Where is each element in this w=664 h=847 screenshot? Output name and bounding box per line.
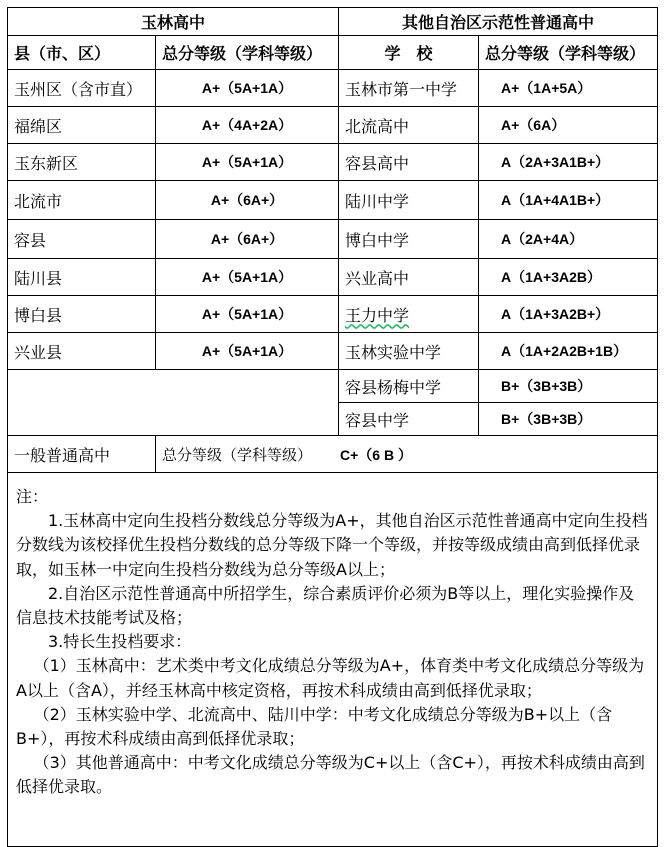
county-grade-cell: A+（5A+1A） (156, 333, 339, 370)
school-cell: 陆川中学 (339, 181, 479, 220)
school-cell: 容县高中 (339, 144, 479, 181)
county-grade-cell: A+（6A+） (156, 181, 339, 220)
other-section-title: 其他自治区示范性普通高中 (339, 8, 658, 36)
county-cell: 福绵区 (8, 107, 156, 144)
note-sub-item: （1）玉林高中：艺术类中考文化成绩总分等级为A+，体育类中考文化成绩总分等级为A以上（含A），并经玉林高中核定资格，再按术科成绩由高到低择优录取； (16, 656, 645, 700)
note-sub-item: （3）其他普通高中：中考文化成绩总分等级为C+以上（含C+），再按术科成绩由高到低择优录取。 (16, 753, 645, 797)
other-grade-column-header: 总分等级（学科等级） (479, 36, 658, 70)
county-grade-cell: A+（4A+2A） (156, 107, 339, 144)
school-cell: 玉林市第一中学 (339, 70, 479, 107)
school-cell: 容县杨梅中学 (339, 370, 479, 403)
county-grade-cell: A+（5A+1A） (156, 296, 339, 333)
notes-section (8, 473, 658, 847)
admission-grade-table (7, 7, 658, 847)
school-grade-cell: B+（3B+3B） (479, 403, 658, 436)
school-cell: 兴业高中 (339, 259, 479, 296)
school-grade-cell: A（2A+3A1B+） (479, 144, 658, 181)
notes-heading: 注： (16, 487, 49, 506)
school-grade-cell: A+（6A） (479, 107, 658, 144)
county-cell: 容县 (8, 220, 156, 259)
yulin-section-title: 玉林高中 (8, 8, 339, 36)
county-grade-cell: A+（6A+） (156, 220, 339, 259)
school-column-header: 学 校 (339, 36, 479, 70)
school-cell: 北流高中 (339, 107, 479, 144)
school-grade-cell: A（1A+3A2B+） (479, 296, 658, 333)
county-grade-cell: A+（5A+1A） (156, 70, 339, 107)
school-cell: 玉林实验中学 (339, 333, 479, 370)
school-grade-cell: A（2A+4A） (479, 220, 658, 259)
county-grade-cell: A+（5A+1A） (156, 144, 339, 181)
county-cell: 陆川县 (8, 259, 156, 296)
yulin-grade-column-header: 总分等级（学科等级） (156, 36, 339, 70)
empty-merged-cell (8, 370, 339, 436)
note-item: 1.玉林高中定向生投档分数线总分等级为A+，其他自治区示范性普通高中定向生投档分数线为该校择优生投档分数线的总分等级下降一个等级，并按等级成绩由高到低择优录取，如玉林一中定向生投档分数线为总分等级A以上； (16, 511, 648, 579)
school-name: 王力中学 (345, 305, 410, 325)
county-cell: 玉州区（含市直） (8, 70, 156, 107)
county-cell: 兴业县 (8, 333, 156, 370)
county-column-header: 县（市、区） (8, 36, 156, 70)
note-sub-item: （2）玉林实验中学、北流高中、陆川中学：中考文化成绩总分等级为B+以上（含B+），再按术科成绩由高到低择优录取； (16, 704, 613, 749)
note-item: 3.特长生投档要求： (48, 632, 192, 652)
note-item: 2.自治区示范性普通高中所招学生，综合素质评价必须为B等以上，理化实验操作及信息技术技能考试及格； (16, 583, 635, 628)
general-school-label: 一般普通高中 (8, 436, 156, 473)
school-cell (339, 296, 479, 333)
school-grade-cell: A（1A+4A1B+） (479, 181, 658, 220)
county-cell: 博白县 (8, 296, 156, 333)
school-grade-cell: B+（3B+3B） (479, 370, 658, 403)
county-cell: 北流市 (8, 181, 156, 220)
general-grade-label: 总分等级（学科等级） (162, 445, 313, 464)
county-cell: 玉东新区 (8, 144, 156, 181)
general-grade-cell (156, 436, 658, 473)
general-grade-value: C+（6 B ） (340, 446, 412, 463)
school-cell: 博白中学 (339, 220, 479, 259)
school-cell: 容县中学 (339, 403, 479, 436)
county-grade-cell: A+（5A+1A） (156, 259, 339, 296)
school-grade-cell: A（1A+3A2B） (479, 259, 658, 296)
school-grade-cell: A（1A+2A2B+1B） (479, 333, 658, 370)
school-grade-cell: A+（1A+5A） (479, 70, 658, 107)
